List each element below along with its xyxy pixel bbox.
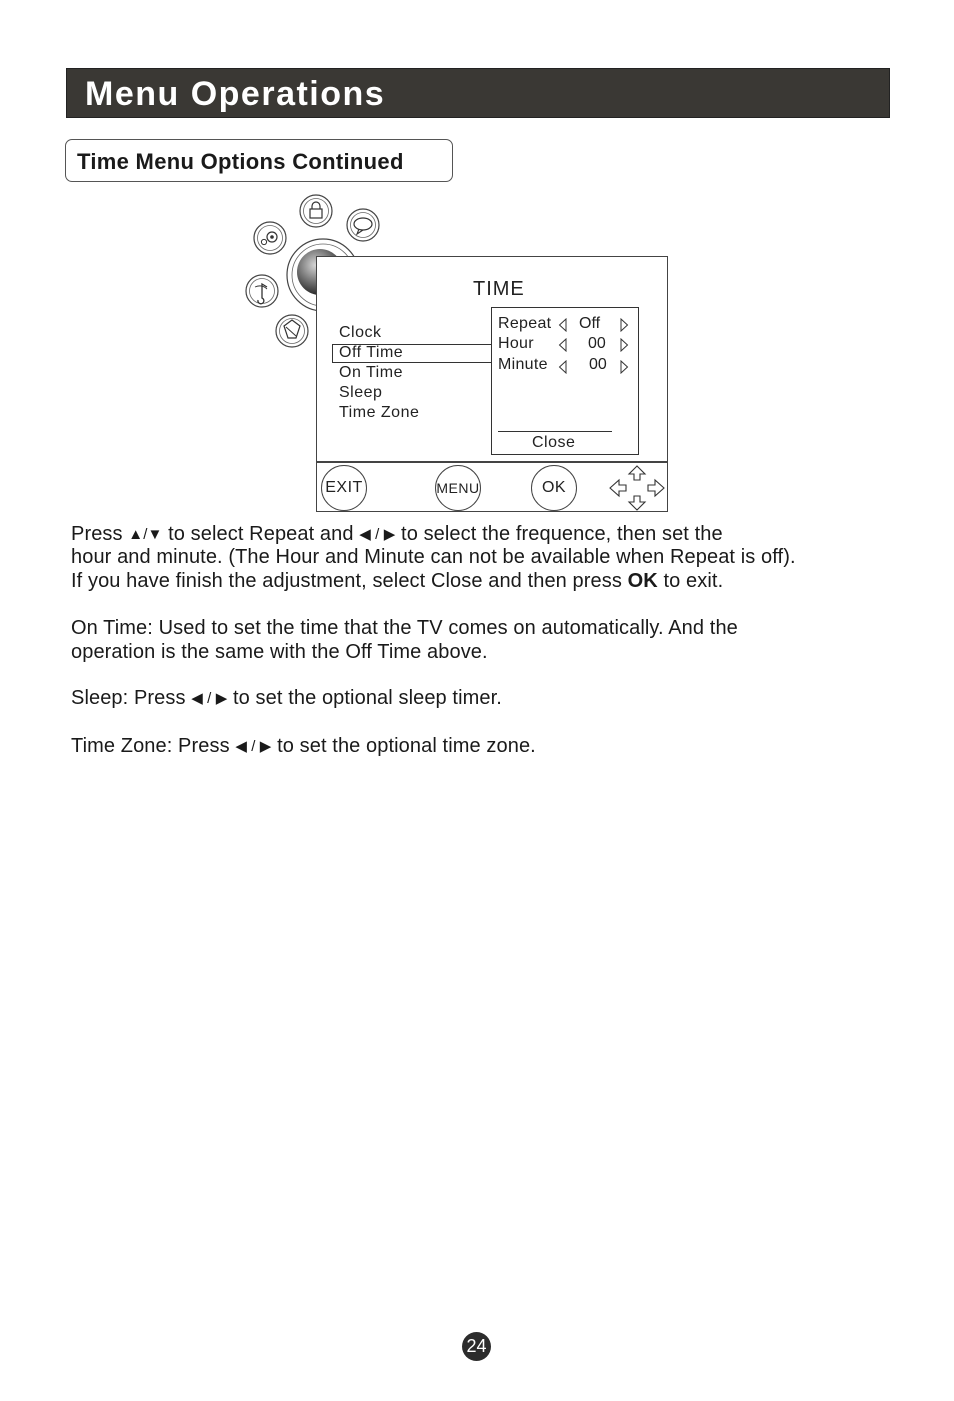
paragraph-3 [71,687,502,711]
left-right-arrows-icon: ◀ / ▶ [235,738,272,755]
hour-value: 00 [588,335,606,352]
left-right-arrows-icon: ◀ / ▶ [359,526,396,543]
lock-icon [300,195,332,227]
osd-illustration [240,190,680,520]
text-select-repeat: to select Repeat and [168,523,354,545]
direction-pad-icon[interactable] [607,464,667,512]
hour-right-arrow-icon[interactable] [619,338,629,352]
text-finish-adjustment: If you have finish the adjustment, select Close and then press [71,570,622,592]
close-button[interactable]: Close [532,434,576,451]
page-title: Menu Operations [85,75,386,113]
paragraph-1-line-2: hour and minute. (The Hour and Minute can not be available when Repeat is off). [71,546,796,568]
remote-button-bar [316,462,668,512]
minute-right-arrow-icon[interactable] [619,360,629,374]
section-heading-box [65,139,453,182]
repeat-left-arrow-icon[interactable] [558,318,568,332]
ok-button[interactable]: OK [531,465,577,511]
text-sleep-timer: to set the optional sleep timer. [233,687,502,709]
hour-label: Hour [498,335,534,352]
speech-bubble-icon [347,209,379,241]
gear-icon [254,222,286,254]
repeat-right-arrow-icon[interactable] [619,318,629,332]
text-to-exit: to exit. [663,570,724,592]
paragraph-1-line-3 [71,570,723,594]
repeat-value: Off [579,315,601,332]
time-menu-list [339,323,419,423]
minute-left-arrow-icon[interactable] [558,360,568,374]
text-select-frequence: to select the frequence, then set the [401,523,723,545]
close-divider [498,431,612,432]
osd-title: TIME [473,278,525,300]
menu-item-off-time[interactable]: Off Time [339,344,404,361]
off-time-submenu [491,307,639,455]
page-header-bar [66,68,890,118]
hour-left-arrow-icon[interactable] [558,338,568,352]
minute-label: Minute [498,356,548,373]
text-press: Press [71,523,123,545]
paragraph-2-line-1: On Time: Used to set the time that the TV comes on automatically. And the [71,617,738,639]
text-ok-key: OK [627,570,658,592]
left-right-arrows-icon: ◀ / ▶ [191,690,228,707]
menu-item-sleep[interactable]: Sleep [339,384,383,401]
page-number-badge: 24 [462,1332,491,1361]
osd-time-screen [316,256,668,462]
up-down-arrows-icon: ▲/▼ [128,526,163,543]
picture-frame-icon [276,315,308,347]
minute-value: 00 [589,356,607,373]
text-sleep-press: Sleep: Press [71,687,186,709]
menu-button[interactable]: MENU [435,465,481,511]
music-note-icon [246,275,278,307]
repeat-label: Repeat [498,315,552,332]
paragraph-1-line-1 [71,523,723,547]
paragraph-4 [71,735,536,759]
paragraph-2-line-2: operation is the same with the Off Time above. [71,641,488,663]
menu-item-on-time[interactable]: On Time [339,364,403,381]
section-title: Time Menu Options Continued [77,149,404,174]
text-time-zone-press: Time Zone: Press [71,735,230,757]
text-time-zone-set: to set the optional time zone. [277,735,536,757]
menu-item-time-zone[interactable]: Time Zone [339,404,420,421]
menu-item-clock[interactable]: Clock [339,324,382,341]
exit-button[interactable]: EXIT [321,465,367,511]
